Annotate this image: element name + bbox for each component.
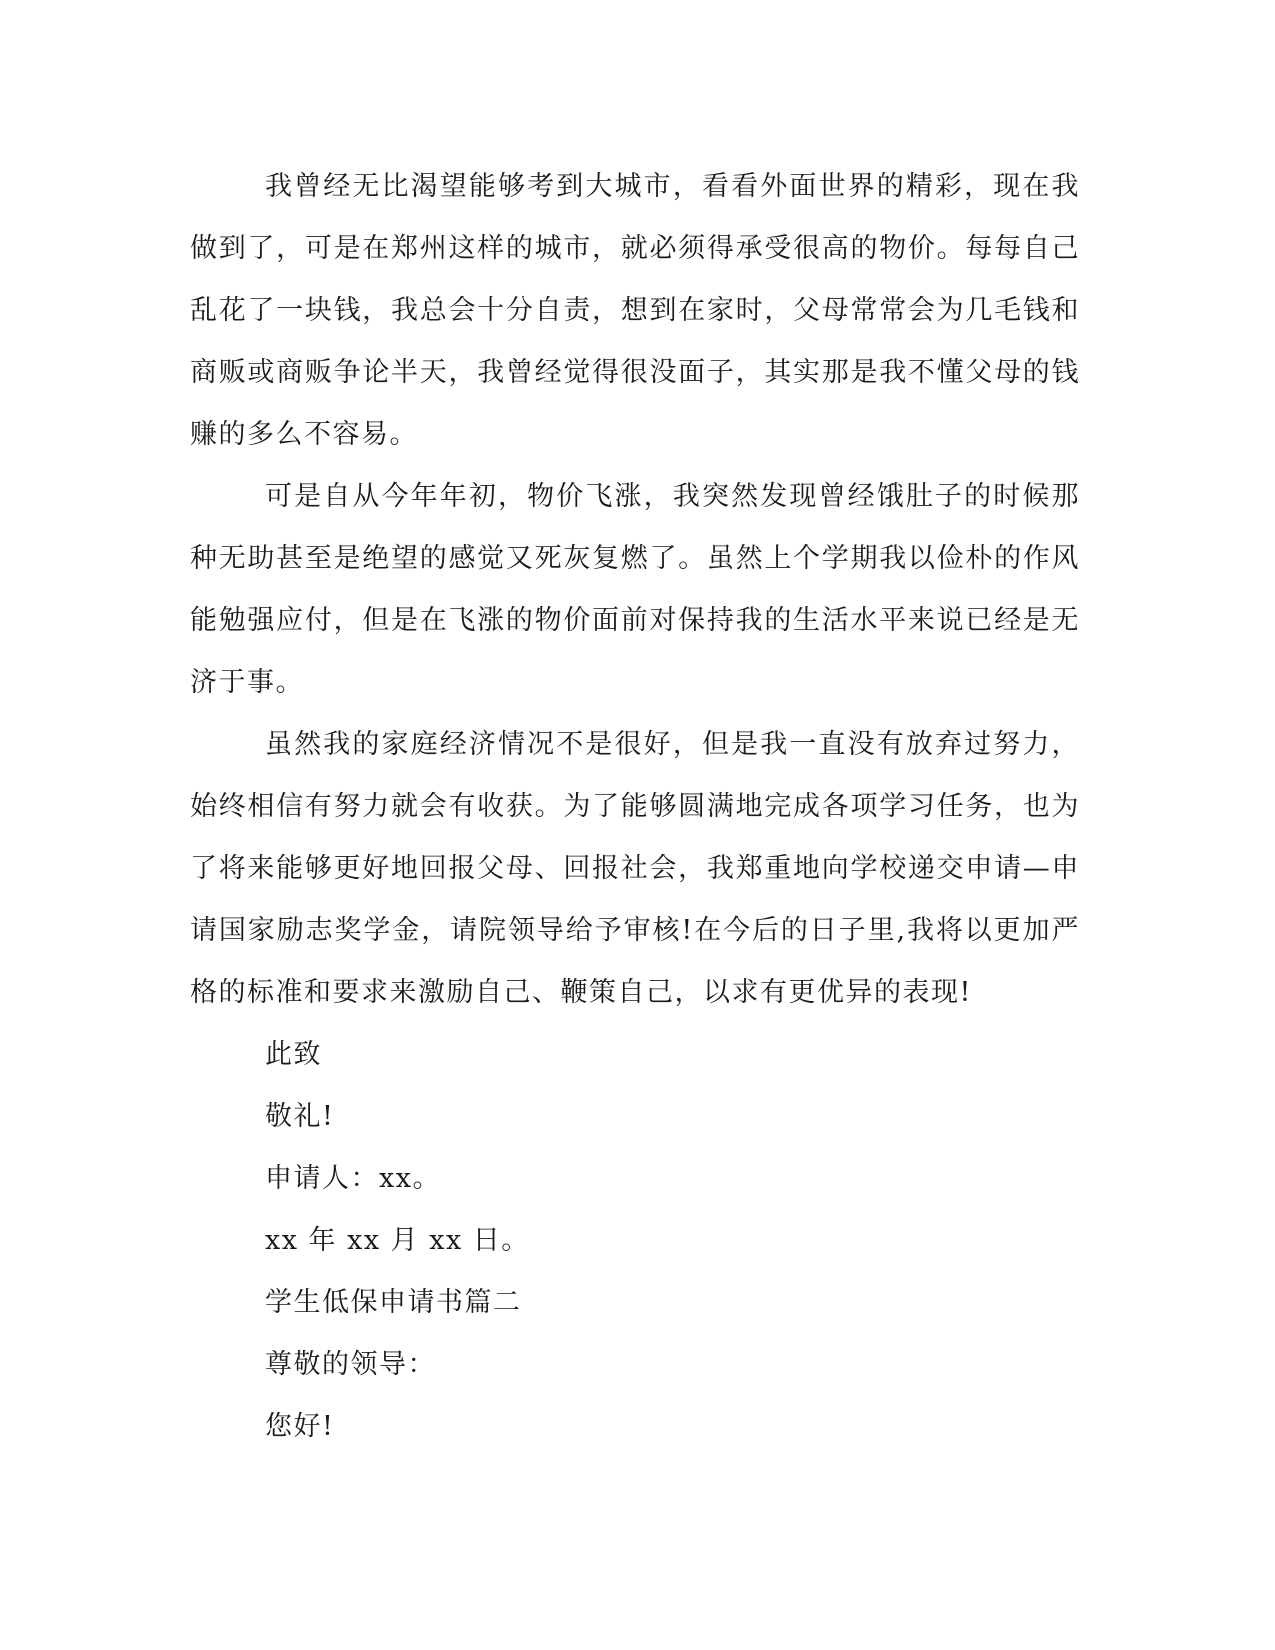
paragraph-application: 虽然我的家庭经济情况不是很好，但是我一直没有放弃过努力，始终相信有努力就会有收获。为了能够圆满地完成各项学习任务，也为了将来能够更好地回报父母、回报社会，我郑重地向学校递交申请—申请国家励志奖学金，请院领导给予审核!在今后的日子里,我将以更加严格的标准和要求来激励自己、鞭策自己，以求有更优异的表现! (190, 729, 1080, 1008)
paragraph-inflation: 可是自从今年年初，物价飞涨，我突然发现曾经饿肚子的时候那种无助甚至是绝望的感觉又死灰复燃了。虽然上个学期我以俭朴的作风能勉强应付，但是在飞涨的物价面前对保持我的生活水平来说已经是无济于事。 (190, 481, 1080, 698)
salute-line: 敬礼! (265, 1101, 335, 1132)
document-body (190, 156, 1080, 1458)
hello-line: 您好! (265, 1411, 335, 1442)
section-title: 学生低保申请书篇二 (265, 1287, 522, 1318)
paragraph-price-pressure: 我曾经无比渴望能够考到大城市，看看外面世界的精彩，现在我做到了，可是在郑州这样的城市，就必须得承受很高的物价。每每自己乱花了一块钱，我总会十分自责，想到在家时，父母常常会为几毛钱和商贩或商贩争论半天，我曾经觉得很没面子，其实那是我不懂父母的钱赚的多么不容易。 (190, 171, 1080, 450)
applicant-line: 申请人：xx。 (265, 1163, 441, 1194)
date-line: xx 年 xx 月 xx 日。 (265, 1225, 530, 1256)
closing-line: 此致 (265, 1039, 322, 1070)
greeting-line: 尊敬的领导： (265, 1349, 436, 1380)
